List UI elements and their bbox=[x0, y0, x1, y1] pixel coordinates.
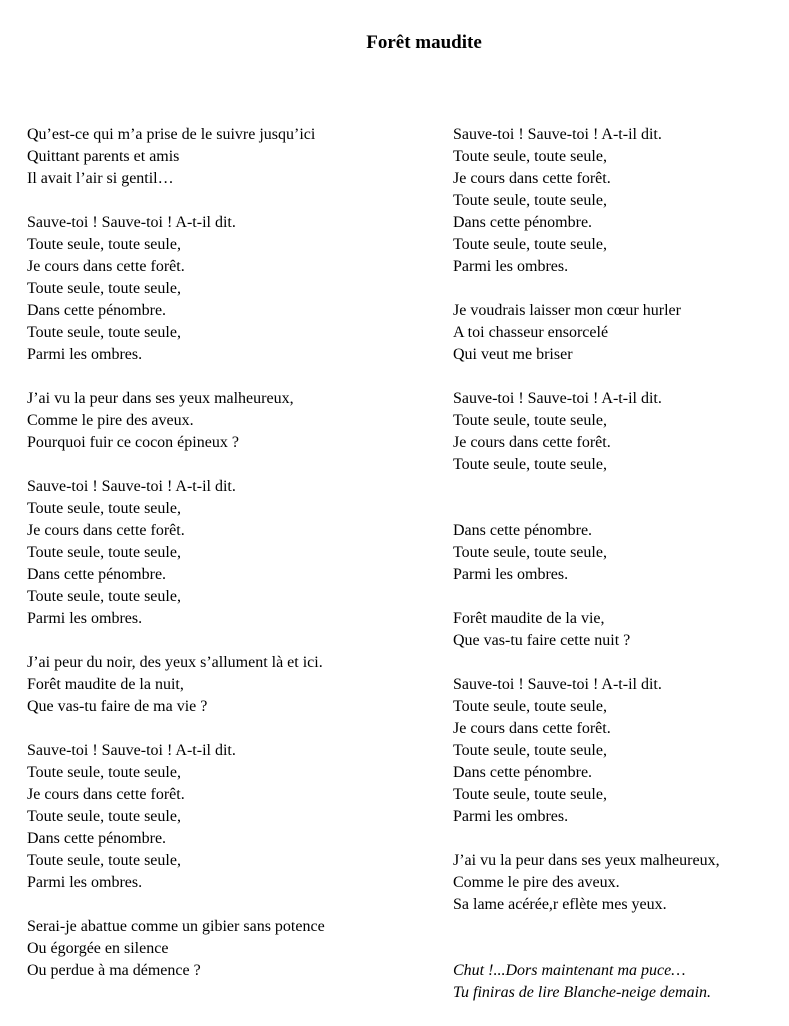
verse-line: Toute seule, toute seule, bbox=[453, 412, 607, 429]
verse-line: Pourquoi fuir ce cocon épineux ? bbox=[27, 434, 239, 451]
verse-line: Toute seule, toute seule, bbox=[27, 324, 181, 341]
verse-line: Toute seule, toute seule, bbox=[453, 148, 607, 165]
verse-line: Toute seule, toute seule, bbox=[27, 236, 181, 253]
verse-line: J’ai vu la peur dans ses yeux malheureux, bbox=[453, 852, 720, 869]
verse-line: Dans cette pénombre. bbox=[27, 830, 167, 847]
verse-line: Toute seule, toute seule, bbox=[453, 742, 607, 759]
verse-line: Toute seule, toute seule, bbox=[453, 192, 607, 209]
stanza bbox=[453, 674, 783, 828]
stanza bbox=[453, 608, 783, 652]
verse-line: Quittant parents et amis bbox=[27, 148, 180, 165]
verse-line: Je cours dans cette forêt. bbox=[453, 434, 611, 451]
verse-line: Sauve-toi ! Sauve-toi ! A-t-il dit. bbox=[453, 390, 662, 407]
verse-line: Sauve-toi ! Sauve-toi ! A-t-il dit. bbox=[453, 676, 662, 693]
verse-line: Toute seule, toute seule, bbox=[453, 786, 607, 803]
stanza bbox=[453, 124, 783, 278]
verse-line: Toute seule, toute seule, bbox=[27, 852, 181, 869]
verse-line: Tu finiras de lire Blanche-neige demain. bbox=[453, 984, 712, 1001]
stanza bbox=[453, 520, 783, 586]
verse-line: Parmi les ombres. bbox=[453, 258, 569, 275]
stanza bbox=[453, 388, 783, 476]
verse-line: Toute seule, toute seule, bbox=[27, 764, 181, 781]
verse-line: Sauve-toi ! Sauve-toi ! A-t-il dit. bbox=[27, 478, 236, 495]
verse-line: Toute seule, toute seule, bbox=[27, 544, 181, 561]
verse-line: Forêt maudite de la nuit, bbox=[27, 676, 184, 693]
verse-line: Que vas-tu faire de ma vie ? bbox=[27, 698, 208, 715]
verse-line: Dans cette pénombre. bbox=[27, 566, 167, 583]
verse-line: Comme le pire des aveux. bbox=[453, 874, 620, 891]
verse-line: Ou perdue à ma démence ? bbox=[27, 962, 201, 979]
verse-line: Toute seule, toute seule, bbox=[453, 236, 607, 253]
stanza bbox=[27, 212, 427, 366]
stanza bbox=[27, 740, 427, 894]
closing-stanza bbox=[453, 960, 783, 1004]
verse-line: Dans cette pénombre. bbox=[453, 764, 593, 781]
verse-line: Toute seule, toute seule, bbox=[27, 500, 181, 517]
verse-line: A toi chasseur ensorcelé bbox=[453, 324, 609, 341]
verse-line: Que vas-tu faire cette nuit ? bbox=[453, 632, 631, 649]
verse-line: J’ai vu la peur dans ses yeux malheureux, bbox=[27, 390, 294, 407]
verse-line: Qui veut me briser bbox=[453, 346, 573, 363]
verse-line: Je cours dans cette forêt. bbox=[453, 170, 611, 187]
stanza bbox=[453, 300, 783, 366]
verse-line: Parmi les ombres. bbox=[453, 808, 569, 825]
verse-line: Je cours dans cette forêt. bbox=[27, 258, 185, 275]
verse-line: Qu’est-ce qui m’a prise de le suivre jusqu’ici bbox=[27, 126, 316, 143]
verse-line: Je voudrais laisser mon cœur hurler bbox=[453, 302, 681, 319]
verse-line: Parmi les ombres. bbox=[27, 874, 143, 891]
verse-line: Comme le pire des aveux. bbox=[27, 412, 194, 429]
verse-line: Ou égorgée en silence bbox=[27, 940, 169, 957]
stanza bbox=[27, 476, 427, 630]
verse-line: Sauve-toi ! Sauve-toi ! A-t-il dit. bbox=[27, 214, 236, 231]
verse-line: Dans cette pénombre. bbox=[453, 214, 593, 231]
verse-line: Toute seule, toute seule, bbox=[453, 456, 607, 473]
verse-line: Je cours dans cette forêt. bbox=[27, 786, 185, 803]
verse-line: Parmi les ombres. bbox=[27, 610, 143, 627]
verse-line: Toute seule, toute seule, bbox=[27, 280, 181, 297]
verse-line: Sa lame acérée,r eflète mes yeux. bbox=[453, 896, 667, 913]
verse-line: Dans cette pénombre. bbox=[27, 302, 167, 319]
verse-line: Je cours dans cette forêt. bbox=[453, 720, 611, 737]
verse-line: Toute seule, toute seule, bbox=[453, 698, 607, 715]
verse-line: Forêt maudite de la vie, bbox=[453, 610, 605, 627]
verse-line: Je cours dans cette forêt. bbox=[27, 522, 185, 539]
stanza bbox=[27, 124, 427, 190]
left-column bbox=[27, 124, 427, 1004]
verse-line: Parmi les ombres. bbox=[27, 346, 143, 363]
verse-line: Sauve-toi ! Sauve-toi ! A-t-il dit. bbox=[453, 126, 662, 143]
verse-line: Chut !...Dors maintenant ma puce… bbox=[453, 962, 686, 979]
verse-line: Il avait l’air si gentil… bbox=[27, 170, 174, 187]
verse-line: Parmi les ombres. bbox=[453, 566, 569, 583]
stanza bbox=[453, 850, 783, 916]
stanza bbox=[27, 916, 427, 982]
right-column bbox=[453, 124, 783, 1026]
verse-line: Dans cette pénombre. bbox=[453, 522, 593, 539]
verse-line: J’ai peur du noir, des yeux s’allument là et ici. bbox=[27, 654, 323, 671]
verse-line: Toute seule, toute seule, bbox=[453, 544, 607, 561]
stanza bbox=[27, 388, 427, 454]
verse-line: Sauve-toi ! Sauve-toi ! A-t-il dit. bbox=[27, 742, 236, 759]
stanza bbox=[27, 652, 427, 718]
poem-title: Forêt maudite bbox=[366, 32, 482, 53]
verse-line: Toute seule, toute seule, bbox=[27, 588, 181, 605]
verse-line: Serai-je abattue comme un gibier sans potence bbox=[27, 918, 325, 935]
verse-line: Toute seule, toute seule, bbox=[27, 808, 181, 825]
